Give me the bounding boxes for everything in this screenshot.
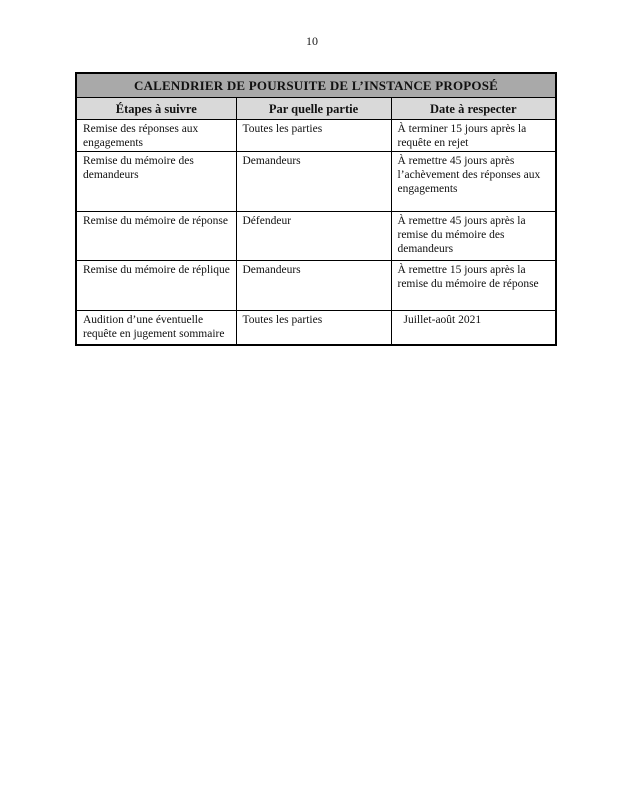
cell-etape: Audition d’une éventuelle requête en jugement sommaire: [76, 311, 236, 345]
cell-etape: Remise des réponses aux engagements: [76, 120, 236, 152]
schedule-table: [75, 72, 557, 346]
cell-date: À terminer 15 jours après la requête en rejet: [391, 120, 556, 152]
column-header-etapes: Étapes à suivre: [76, 98, 236, 120]
table-row: [76, 120, 556, 152]
cell-etape: Remise du mémoire de réponse: [76, 212, 236, 261]
cell-etape: Remise du mémoire des demandeurs: [76, 152, 236, 212]
cell-date: À remettre 45 jours après la remise du mémoire des demandeurs: [391, 212, 556, 261]
cell-partie: Toutes les parties: [236, 311, 391, 345]
table-header-row: [76, 98, 556, 120]
column-header-partie: Par quelle partie: [236, 98, 391, 120]
cell-partie: Demandeurs: [236, 152, 391, 212]
table-title: CALENDRIER DE POURSUITE DE L’INSTANCE PROPOSÉ: [76, 73, 556, 98]
table-row: [76, 311, 556, 345]
cell-partie: Défendeur: [236, 212, 391, 261]
page-number: 10: [306, 34, 318, 48]
table-row: [76, 261, 556, 311]
cell-date: À remettre 15 jours après la remise du mémoire de réponse: [391, 261, 556, 311]
table-row: [76, 152, 556, 212]
cell-date: À remettre 45 jours après l’achèvement des réponses aux engagements: [391, 152, 556, 212]
column-header-date: Date à respecter: [391, 98, 556, 120]
table-title-row: [76, 73, 556, 98]
cell-partie: Demandeurs: [236, 261, 391, 311]
cell-date: Juillet-août 2021: [391, 311, 556, 345]
cell-partie: Toutes les parties: [236, 120, 391, 152]
cell-etape: Remise du mémoire de réplique: [76, 261, 236, 311]
table-row: [76, 212, 556, 261]
